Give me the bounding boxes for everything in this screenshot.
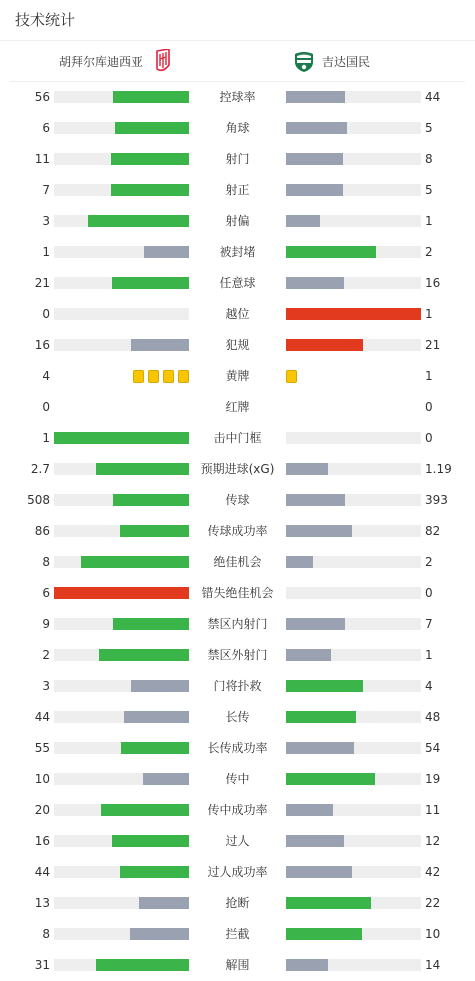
away-bar-track — [286, 711, 421, 723]
home-bar-fill — [121, 742, 189, 754]
away-bar-track — [286, 618, 421, 630]
away-value: 82 — [425, 524, 441, 538]
home-bar-track — [54, 835, 189, 847]
home-bar-fill — [130, 928, 189, 940]
home-value: 3 — [42, 679, 50, 693]
home-bar-fill — [99, 649, 189, 661]
stat-row — [0, 268, 475, 299]
away-bar-track — [286, 587, 421, 599]
home-bar-track — [54, 463, 189, 475]
away-value: 19 — [425, 772, 441, 786]
home-bar-track — [54, 525, 189, 537]
home-yellow-cards — [133, 370, 189, 383]
home-bar-fill — [113, 91, 189, 103]
home-value: 86 — [34, 524, 50, 538]
away-bar-fill — [286, 184, 343, 196]
away-bar-fill — [286, 804, 333, 816]
home-bar-fill — [120, 866, 189, 878]
away-bar-fill — [286, 773, 375, 785]
away-value: 0 — [425, 431, 433, 445]
stat-row — [0, 299, 475, 330]
stat-row — [0, 702, 475, 733]
home-bar-track — [54, 897, 189, 909]
home-value: 6 — [42, 586, 50, 600]
home-bar-fill — [112, 835, 189, 847]
home-bar-track — [54, 339, 189, 351]
stat-label: 犯规 — [225, 338, 250, 352]
away-value: 393 — [425, 493, 448, 507]
away-bar-fill — [286, 339, 363, 351]
stat-row — [0, 547, 475, 578]
stat-label: 绝佳机会 — [213, 555, 262, 569]
away-value: 44 — [425, 90, 441, 104]
home-value: 44 — [34, 710, 50, 724]
home-bar-track — [54, 308, 189, 320]
stat-label: 拦截 — [225, 927, 250, 941]
away-value: 1 — [425, 648, 433, 662]
stat-row — [0, 609, 475, 640]
away-team-name: 吉达国民 — [322, 54, 371, 69]
stat-label: 过人 — [225, 834, 250, 848]
home-bar-fill — [144, 246, 189, 258]
home-bar-track — [54, 773, 189, 785]
away-bar-fill — [286, 866, 352, 878]
stat-row — [0, 237, 475, 268]
section-title: 技术统计 — [15, 11, 76, 29]
stat-label: 错失绝佳机会 — [201, 586, 274, 600]
away-bar-fill — [286, 618, 345, 630]
away-value: 16 — [425, 276, 441, 290]
stat-row — [0, 640, 475, 671]
stat-label: 传球成功率 — [207, 524, 268, 538]
yellow-card-icon — [286, 370, 297, 383]
home-value: 4 — [42, 369, 50, 383]
stat-row — [0, 826, 475, 857]
away-bar-fill — [286, 463, 328, 475]
yellow-card-icon — [133, 370, 144, 383]
home-value: 31 — [34, 958, 50, 972]
stat-row — [0, 361, 475, 392]
away-bar-fill — [286, 494, 345, 506]
home-bar-fill — [139, 897, 189, 909]
home-value: 11 — [34, 152, 50, 166]
away-value: 1 — [425, 307, 433, 321]
home-value: 10 — [34, 772, 50, 786]
home-bar-fill — [124, 711, 189, 723]
home-bar-track — [54, 432, 189, 444]
stat-label: 解围 — [225, 958, 250, 972]
home-value: 21 — [34, 276, 50, 290]
home-team-name: 胡拜尔库迪西亚 — [58, 54, 143, 69]
home-bar-track — [54, 153, 189, 165]
home-team[interactable] — [59, 41, 175, 81]
away-value: 0 — [425, 400, 433, 414]
home-value: 2 — [42, 648, 50, 662]
away-bar-fill — [286, 959, 328, 971]
home-value: 1 — [42, 245, 50, 259]
home-bar-fill — [112, 277, 189, 289]
stat-label: 控球率 — [219, 90, 256, 104]
home-bar-fill — [131, 339, 189, 351]
away-value: 48 — [425, 710, 441, 724]
away-bar-track — [286, 153, 421, 165]
away-bar-track — [286, 556, 421, 568]
home-value: 16 — [34, 834, 50, 848]
away-bar-fill — [286, 928, 362, 940]
away-bar-track — [286, 122, 421, 134]
away-bar-track — [286, 463, 421, 475]
away-bar-track — [286, 339, 421, 351]
teams-header — [10, 41, 465, 82]
stat-label: 长传 — [225, 710, 250, 724]
away-bar-fill — [286, 711, 356, 723]
home-value: 9 — [42, 617, 50, 631]
away-bar-track — [286, 184, 421, 196]
stat-label: 预期进球(xG) — [200, 462, 275, 476]
away-bar-fill — [286, 153, 343, 165]
home-value: 8 — [42, 927, 50, 941]
stat-label: 射偏 — [225, 214, 250, 228]
home-bar-fill — [81, 556, 189, 568]
away-bar-track — [286, 804, 421, 816]
stat-label: 被封堵 — [219, 245, 256, 259]
away-value: 4 — [425, 679, 433, 693]
home-value: 508 — [27, 493, 50, 507]
away-bar-fill — [286, 277, 344, 289]
stat-row — [0, 919, 475, 950]
away-value: 22 — [425, 896, 441, 910]
stat-label: 射正 — [225, 183, 250, 197]
home-bar-track — [54, 618, 189, 630]
stat-label: 门将扑救 — [213, 679, 262, 693]
stat-row — [0, 516, 475, 547]
away-bar-fill — [286, 122, 347, 134]
away-bar-track — [286, 773, 421, 785]
away-value: 0 — [425, 586, 433, 600]
home-bar-track — [54, 184, 189, 196]
stat-row — [0, 485, 475, 516]
home-bar-track — [54, 122, 189, 134]
stat-label: 传中成功率 — [207, 803, 268, 817]
stat-row — [0, 795, 475, 826]
stat-label: 抢断 — [225, 896, 250, 910]
home-value: 44 — [34, 865, 50, 879]
away-value: 1 — [425, 369, 433, 383]
home-value: 8 — [42, 555, 50, 569]
away-bar-track — [286, 494, 421, 506]
away-bar-fill — [286, 246, 376, 258]
stat-row — [0, 423, 475, 454]
stat-label: 红牌 — [225, 400, 250, 414]
away-bar-fill — [286, 525, 352, 537]
home-value: 7 — [42, 183, 50, 197]
home-value: 3 — [42, 214, 50, 228]
home-bar-fill — [131, 680, 189, 692]
stat-row — [0, 392, 475, 423]
stat-row — [0, 733, 475, 764]
stat-row — [0, 671, 475, 702]
away-bar-fill — [286, 215, 320, 227]
away-bar-track — [286, 246, 421, 258]
away-value: 10 — [425, 927, 441, 941]
away-value: 2 — [425, 245, 433, 259]
home-bar-fill — [96, 959, 189, 971]
home-value: 55 — [34, 741, 50, 755]
stat-row — [0, 175, 475, 206]
stat-row — [0, 206, 475, 237]
away-bar-track — [286, 897, 421, 909]
stat-label: 传球 — [225, 493, 250, 507]
home-bar-fill — [101, 804, 189, 816]
stat-label: 任意球 — [219, 276, 256, 290]
away-value: 54 — [425, 741, 441, 755]
home-value: 13 — [34, 896, 50, 910]
stat-row — [0, 82, 475, 113]
home-bar-fill — [88, 215, 189, 227]
away-value: 1 — [425, 214, 433, 228]
home-bar-fill — [96, 463, 189, 475]
stat-row — [0, 330, 475, 361]
yellow-card-icon — [178, 370, 189, 383]
yellow-card-icon — [148, 370, 159, 383]
away-bar-fill — [286, 308, 421, 320]
stat-row — [0, 857, 475, 888]
away-value: 42 — [425, 865, 441, 879]
away-bar-track — [286, 91, 421, 103]
away-bar-fill — [286, 835, 344, 847]
stat-label: 黄牌 — [225, 369, 250, 383]
away-bar-track — [286, 649, 421, 661]
home-bar-fill — [113, 618, 189, 630]
home-bar-fill — [113, 494, 189, 506]
away-value: 5 — [425, 183, 433, 197]
home-bar-track — [54, 246, 189, 258]
home-value: 0 — [42, 307, 50, 321]
home-bar-track — [54, 804, 189, 816]
home-value: 56 — [34, 90, 50, 104]
stat-row — [0, 950, 475, 981]
home-bar-track — [54, 587, 189, 599]
away-bar-track — [286, 525, 421, 537]
stat-label: 过人成功率 — [207, 865, 268, 879]
home-bar-fill — [111, 153, 189, 165]
qadsiah-crest-icon — [151, 49, 175, 73]
away-bar-track — [286, 215, 421, 227]
stat-row — [0, 454, 475, 485]
away-bar-fill — [286, 897, 371, 909]
away-bar-fill — [286, 649, 331, 661]
away-bar-fill — [286, 680, 363, 692]
away-bar-track — [286, 308, 421, 320]
stat-row — [0, 764, 475, 795]
away-value: 5 — [425, 121, 433, 135]
home-bar-track — [54, 959, 189, 971]
home-bar-fill — [54, 432, 189, 444]
away-bar-track — [286, 866, 421, 878]
away-bar-track — [286, 680, 421, 692]
home-bar-track — [54, 277, 189, 289]
away-bar-track — [286, 835, 421, 847]
home-bar-track — [54, 91, 189, 103]
away-value: 12 — [425, 834, 441, 848]
home-bar-track — [54, 742, 189, 754]
away-value: 11 — [425, 803, 441, 817]
home-bar-track — [54, 866, 189, 878]
stat-label: 禁区内射门 — [207, 617, 268, 631]
home-bar-track — [54, 494, 189, 506]
stat-row — [0, 888, 475, 919]
home-bar-track — [54, 711, 189, 723]
stat-label: 越位 — [225, 307, 250, 321]
stat-label: 传中 — [225, 772, 250, 786]
away-bar-track — [286, 432, 421, 444]
home-value: 6 — [42, 121, 50, 135]
away-team[interactable] — [292, 41, 370, 81]
home-value: 16 — [34, 338, 50, 352]
away-value: 1.19 — [425, 462, 452, 476]
home-bar-track — [54, 928, 189, 940]
stat-label: 长传成功率 — [207, 741, 268, 755]
home-bar-track — [54, 215, 189, 227]
away-bar-fill — [286, 91, 345, 103]
stat-label: 击中门框 — [213, 431, 262, 445]
home-value: 0 — [42, 400, 50, 414]
home-bar-track — [54, 680, 189, 692]
away-bar-fill — [286, 556, 313, 568]
away-yellow-cards — [286, 370, 297, 383]
stat-row — [0, 113, 475, 144]
away-value: 2 — [425, 555, 433, 569]
home-bar-fill — [143, 773, 189, 785]
home-value: 2.7 — [30, 462, 50, 476]
away-bar-track — [286, 959, 421, 971]
stat-label: 禁区外射门 — [207, 648, 268, 662]
home-bar-fill — [54, 587, 189, 599]
stat-label: 角球 — [225, 121, 250, 135]
away-value: 21 — [425, 338, 441, 352]
away-bar-track — [286, 277, 421, 289]
stat-row — [0, 578, 475, 609]
yellow-card-icon — [163, 370, 174, 383]
stat-label: 射门 — [225, 152, 250, 166]
away-value: 14 — [425, 958, 441, 972]
home-value: 20 — [34, 803, 50, 817]
away-bar-track — [286, 928, 421, 940]
home-bar-track — [54, 649, 189, 661]
away-value: 7 — [425, 617, 433, 631]
home-bar-track — [54, 556, 189, 568]
home-bar-fill — [120, 525, 189, 537]
away-bar-fill — [286, 742, 354, 754]
home-value: 1 — [42, 431, 50, 445]
away-bar-track — [286, 742, 421, 754]
home-bar-fill — [111, 184, 189, 196]
al-ahli-crest-icon — [292, 49, 316, 73]
away-value: 8 — [425, 152, 433, 166]
stat-row — [0, 144, 475, 175]
home-bar-fill — [115, 122, 189, 134]
